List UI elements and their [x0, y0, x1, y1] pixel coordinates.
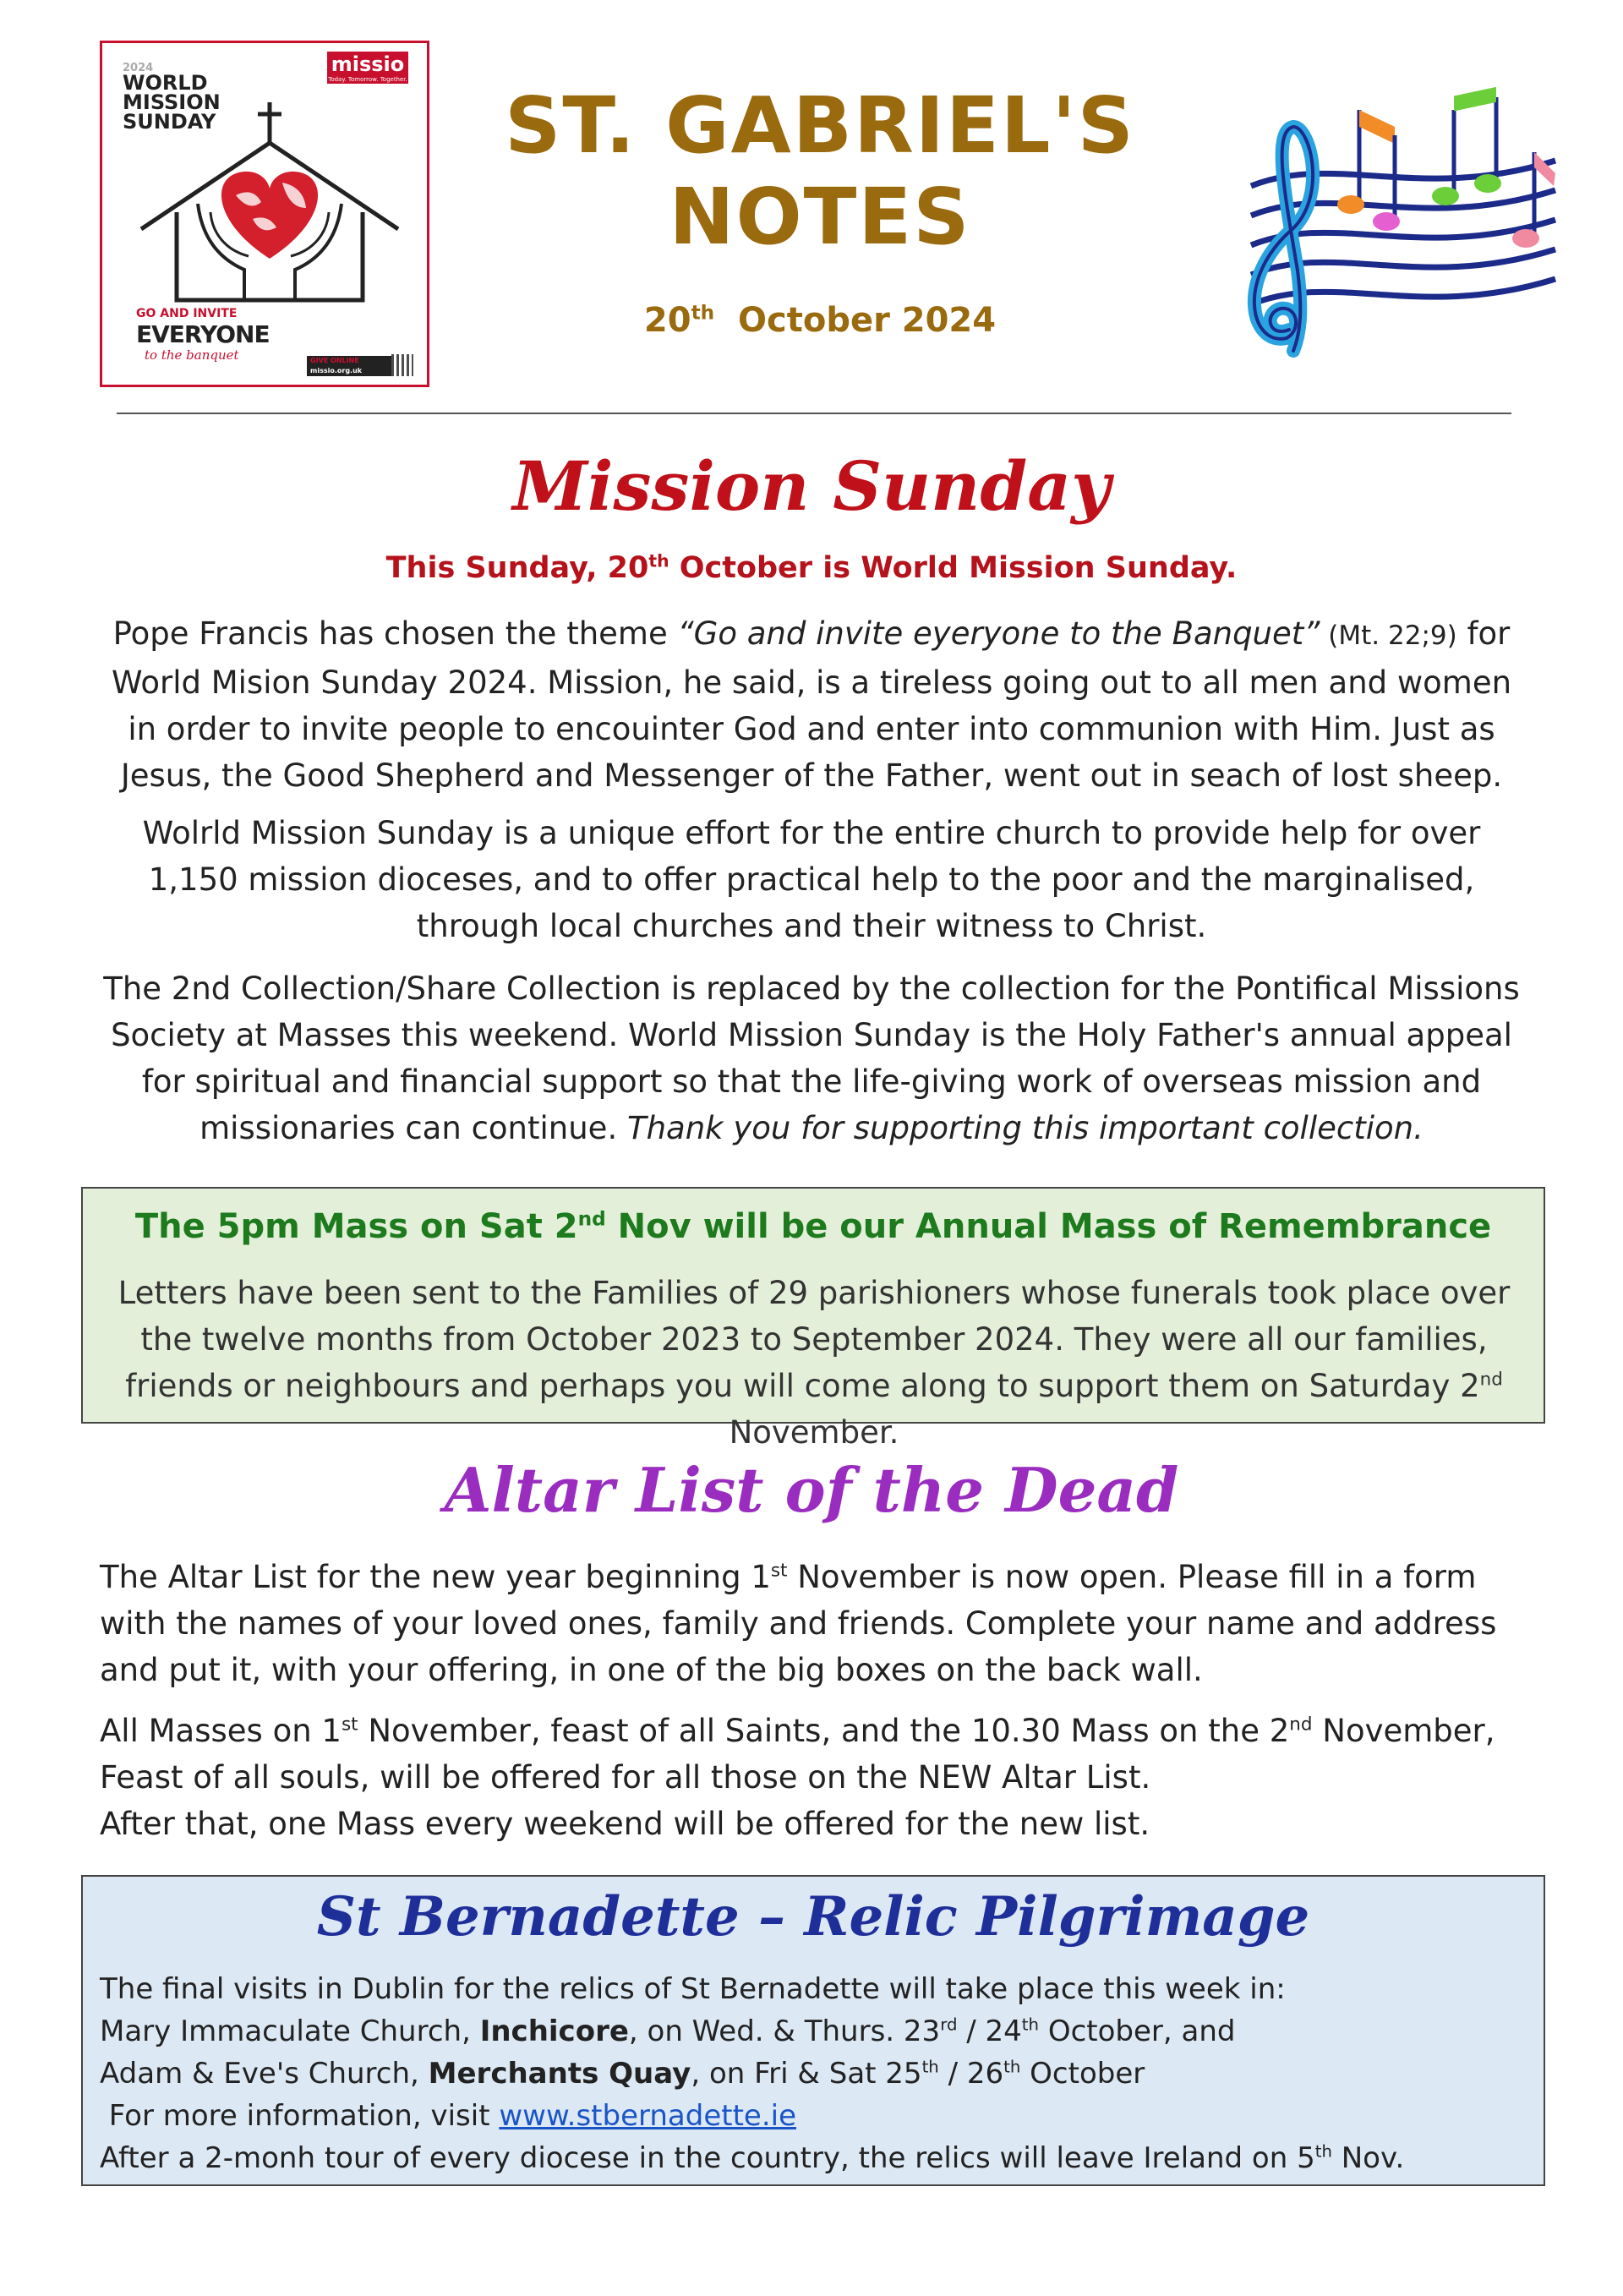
line-sup: th [1021, 2014, 1040, 2035]
paragraph-text: The Altar List for the new year beginning 1 [100, 1559, 771, 1595]
missio-tagline: Today. Tomorrow. Together. [328, 76, 407, 83]
altar-line: Feast of all souls, will be offered for all those on the NEW Altar List. [100, 1759, 1151, 1796]
world-mission-sunday-poster [100, 41, 429, 387]
line-text: Adam & Eve's Church, [100, 2057, 429, 2091]
altar-line: After that, one Mass every weekend will be offered for the new list. [100, 1806, 1150, 1842]
remembrance-body: Letters have been sent to the Families of 29 parishioners whose funerals took place over the twelve months from October 2023 to September 2024. They were all our families, friends or neighbours and perhaps you will come along to support them on Saturday 2 [117, 1275, 1511, 1404]
remembrance-title [83, 1207, 1544, 1246]
mission-sunday-heading: Mission Sunday [512, 446, 1111, 526]
paragraph-sup: st [341, 1714, 358, 1736]
poster-heading-line: MISSION [123, 90, 221, 114]
bernadette-line [100, 2010, 1528, 2053]
title-line: ST. GABRIEL'S [505, 80, 1135, 171]
line-text: Mary Immaculate Church, [100, 2014, 480, 2048]
remembrance-sup: nd [1479, 1369, 1503, 1391]
bernadette-text [100, 1968, 1528, 2179]
mission-paragraph-2: Wolrld Mission Sunday is a unique effort for the entire church to provide help for over 1,150 mission dioceses, and to offer practical help to the poor and the marginalised, through local churches and their witness to Christ. [142, 815, 1481, 944]
line-text: / 26 [938, 2057, 1004, 2091]
remembrance-mass-box [81, 1187, 1545, 1451]
subheading-text: October is World Mission Sunday. [669, 551, 1238, 585]
paragraph-text: The 2nd Collection/Share Collection is replaced by the collection for the Pontifical Missions Society at Masses this weekend. World Mission Sunday is the Holy Father's annual appeal for spiritual and financial support so that the life-giving work of overseas mission and missionaries can continue. [103, 970, 1520, 1146]
line-text: / 24 [957, 2014, 1022, 2048]
poster-heading-line: WORLD [123, 71, 208, 95]
line-text: October, and [1039, 2014, 1236, 2048]
bernadette-line: The final visits in Dublin for the relics of St Bernadette will take place this week in: [100, 1972, 1286, 2006]
altar-list-paragraph-2 [100, 1708, 1537, 1847]
remembrance-text [93, 1270, 1535, 1456]
theme-quote: “Go and invite eyeryone to the Banquet” [677, 615, 1320, 652]
line-sup: th [1003, 2057, 1021, 2077]
mission-paragraph-1 [93, 610, 1530, 799]
line-text: After a 2-monh tour of every diocese in the country, the relics will leave Ireland on 5 [100, 2141, 1315, 2175]
bernadette-line [100, 2095, 1528, 2137]
scripture-reference: (Mt. 22;9) [1320, 620, 1457, 651]
remembrance-title-text: Nov will be our Annual Mass of Remembrance [605, 1207, 1492, 1246]
paragraph-text: for World Mision Sunday 2024. Mission, he said, is a tireless going out to all men and women in order to invite people to encouinter God and enter into communion with Him. Just as Jesus, the Good Shepherd and Messenger of the Father, went out in seach of lost sheep. [111, 615, 1512, 794]
remembrance-title-text: The 5pm Mass on Sat 2 [134, 1207, 578, 1246]
date-day: 20 [643, 301, 691, 340]
bernadette-line [100, 2053, 1528, 2095]
subheading-text: This Sunday, 20 [385, 551, 649, 585]
line-text: , on Fri & Sat 25 [691, 2057, 922, 2091]
paragraph-text: November is now open. Please fill in a form with the names of your loved ones, family and friends. Complete your name and address and put it, with your offering, in one of the big boxes on the back wall. [100, 1559, 1497, 1688]
paragraph-text: November, [1312, 1713, 1495, 1749]
give-online-label: GIVE ONLINE [310, 357, 359, 364]
remembrance-title-sup: nd [577, 1207, 606, 1231]
paragraph-sup: nd [1289, 1714, 1313, 1736]
newsletter-title [440, 80, 1200, 263]
bernadette-pilgrimage-box [81, 1875, 1545, 2186]
line-text: Nov. [1331, 2141, 1405, 2175]
altar-line [100, 1708, 1537, 1754]
date-month-year: October 2024 [738, 301, 997, 340]
subheading-sup: th [648, 550, 669, 571]
thank-you-text: Thank you for supporting this important collection. [626, 1110, 1424, 1146]
title-line: NOTES [669, 172, 971, 262]
date-suffix: th [691, 301, 715, 325]
line-text: October [1020, 2057, 1145, 2091]
header-divider [117, 413, 1511, 414]
poster-everyone: EVERYONE [136, 320, 270, 348]
give-online-url: missio.org.uk [310, 367, 363, 374]
altar-list-paragraph-1 [100, 1554, 1537, 1693]
give-online-badge [307, 356, 391, 376]
mission-paragraph-3 [93, 965, 1530, 1151]
paragraph-text: November, feast of all Saints, and the 10.30 Mass on the 2 [358, 1713, 1290, 1749]
issue-date [440, 301, 1200, 340]
line-sup: th [1314, 2141, 1332, 2162]
bernadette-heading: St Bernadette – Relic Pilgrimage [316, 1885, 1310, 1949]
stbernadette-link[interactable]: www.stbernadette.ie [499, 2099, 797, 2133]
location-inchicore: Inchicore [479, 2014, 629, 2048]
remembrance-body: November. [729, 1414, 899, 1451]
line-text: For more information, visit [100, 2099, 500, 2133]
missio-logo-text: missio [331, 52, 405, 76]
mission-sunday-subheading [0, 551, 1623, 585]
paragraph-text: Pope Francis has chosen the theme [112, 615, 678, 652]
music-notes-icon [1217, 59, 1572, 364]
paragraph-sup: st [770, 1560, 788, 1582]
bernadette-line [100, 2137, 1528, 2179]
paragraph-text: All Masses on 1 [100, 1713, 342, 1749]
poster-banquet: to the banquet [145, 347, 239, 363]
poster-heading-line: SUNDAY [123, 110, 216, 134]
church-heart-hands-icon [117, 77, 413, 305]
line-sup: rd [940, 2014, 958, 2035]
poster-invite-line: GO AND INVITE [136, 307, 238, 320]
poster-year: 2024 [123, 62, 154, 74]
location-merchants-quay: Merchants Quay [428, 2057, 691, 2091]
qr-code-icon [391, 354, 413, 376]
line-text: , on Wed. & Thurs. 23 [628, 2014, 941, 2048]
line-sup: th [921, 2057, 939, 2077]
altar-list-heading: Altar List of the Dead [444, 1454, 1179, 1526]
